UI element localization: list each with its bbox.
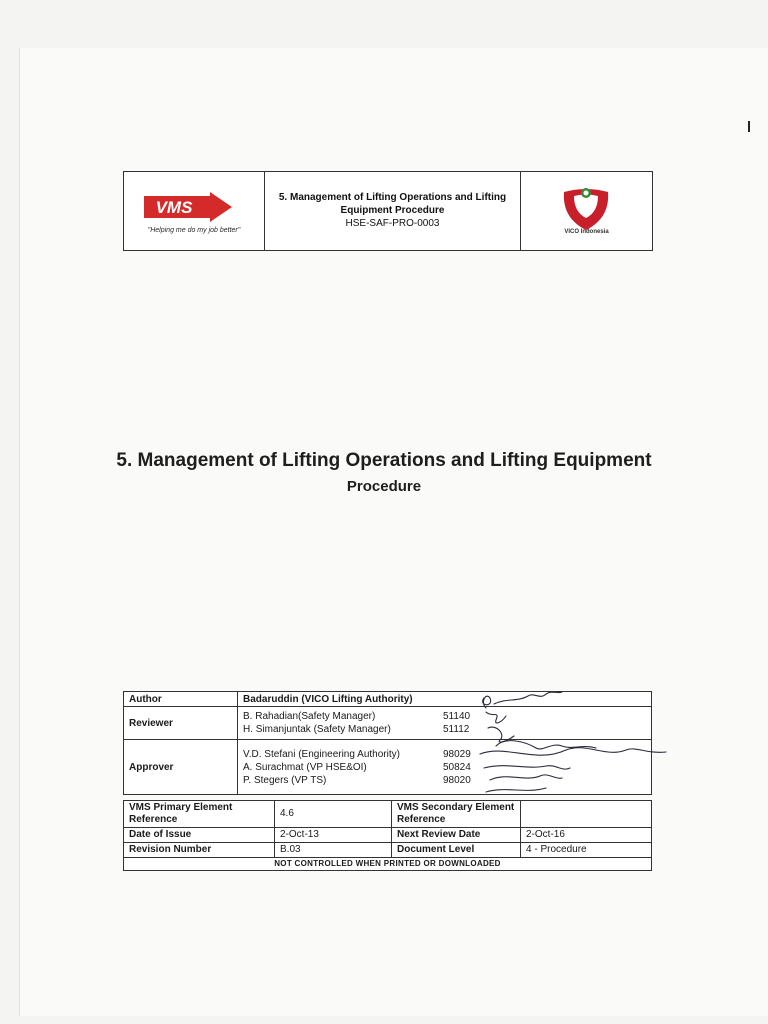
approver-name: P. Stegers (VP TS) <box>243 774 327 786</box>
document-header <box>123 171 653 251</box>
issue-date-value: 2-Oct-13 <box>275 828 392 843</box>
scan-mark <box>748 121 750 132</box>
document-level-value: 4 - Procedure <box>521 843 652 858</box>
primary-element-label: VMS Primary Element Reference <box>124 801 275 828</box>
vms-logo-text: VMS <box>155 198 193 217</box>
review-date-label: Next Review Date <box>392 828 521 843</box>
document-code: HSE-SAF-PRO-0003 <box>345 218 440 229</box>
meta-row <box>124 828 652 843</box>
handwritten-signatures <box>466 684 666 796</box>
reviewer-id: 51112 <box>443 724 470 735</box>
signature-mark <box>483 696 491 708</box>
author-name: Badaruddin (VICO Lifting Authority) <box>238 692 652 707</box>
primary-element-value: 4.6 <box>275 801 392 828</box>
vms-logo-cell <box>124 172 265 250</box>
approver-id: 98020 <box>443 774 471 786</box>
page-title-line2: Procedure <box>346 478 422 495</box>
page-title <box>0 449 768 499</box>
approver-name: A. Surachmat (VP HSE&OI) <box>243 761 367 773</box>
header-title-cell <box>265 172 521 250</box>
reviewer-id: 51140 <box>443 711 471 722</box>
vico-logo <box>560 184 612 232</box>
issue-date-label: Date of Issue <box>124 828 275 843</box>
meta-row <box>124 801 652 828</box>
review-date-value: 2-Oct-16 <box>521 828 652 843</box>
secondary-element-value <box>521 801 652 828</box>
approver-name: V.D. Stefani (Engineering Authority) <box>243 748 400 760</box>
revision-label: Revision Number <box>124 843 275 858</box>
vico-label: VICO Indonesia <box>564 229 609 235</box>
reviewer-names <box>238 707 439 740</box>
header-title-line2: Equipment Procedure <box>340 205 445 216</box>
page-title-line1: 5. Management of Lifting Operations and Lifting Equipment <box>116 450 652 471</box>
meta-footer-row <box>124 858 652 871</box>
revision-value: B.03 <box>275 843 392 858</box>
author-label: Author <box>124 692 238 707</box>
document-level-label: Document Level <box>392 843 521 858</box>
approver-names <box>238 740 439 795</box>
control-notice: NOT CONTROLLED WHEN PRINTED OR DOWNLOADED <box>124 858 652 871</box>
vico-logo-cell <box>521 172 652 250</box>
header-title-line1: 5. Management of Lifting Operations and Lifting <box>278 192 507 203</box>
meta-row <box>124 843 652 858</box>
reviewer-label: Reviewer <box>124 707 238 740</box>
secondary-element-label: VMS Secondary Element Reference <box>392 801 521 828</box>
approver-id: 50824 <box>443 761 471 773</box>
approver-label: Approver <box>124 740 238 795</box>
vms-logo <box>144 192 232 222</box>
reviewer-name: H. Simanjuntak (Safety Manager) <box>243 724 391 735</box>
vms-tagline: "Helping me do my job better" <box>147 227 241 234</box>
document-meta-table <box>123 800 652 871</box>
reviewer-name: B. Rahadian(Safety Manager) <box>243 711 376 722</box>
approver-id: 98029 <box>443 748 471 760</box>
